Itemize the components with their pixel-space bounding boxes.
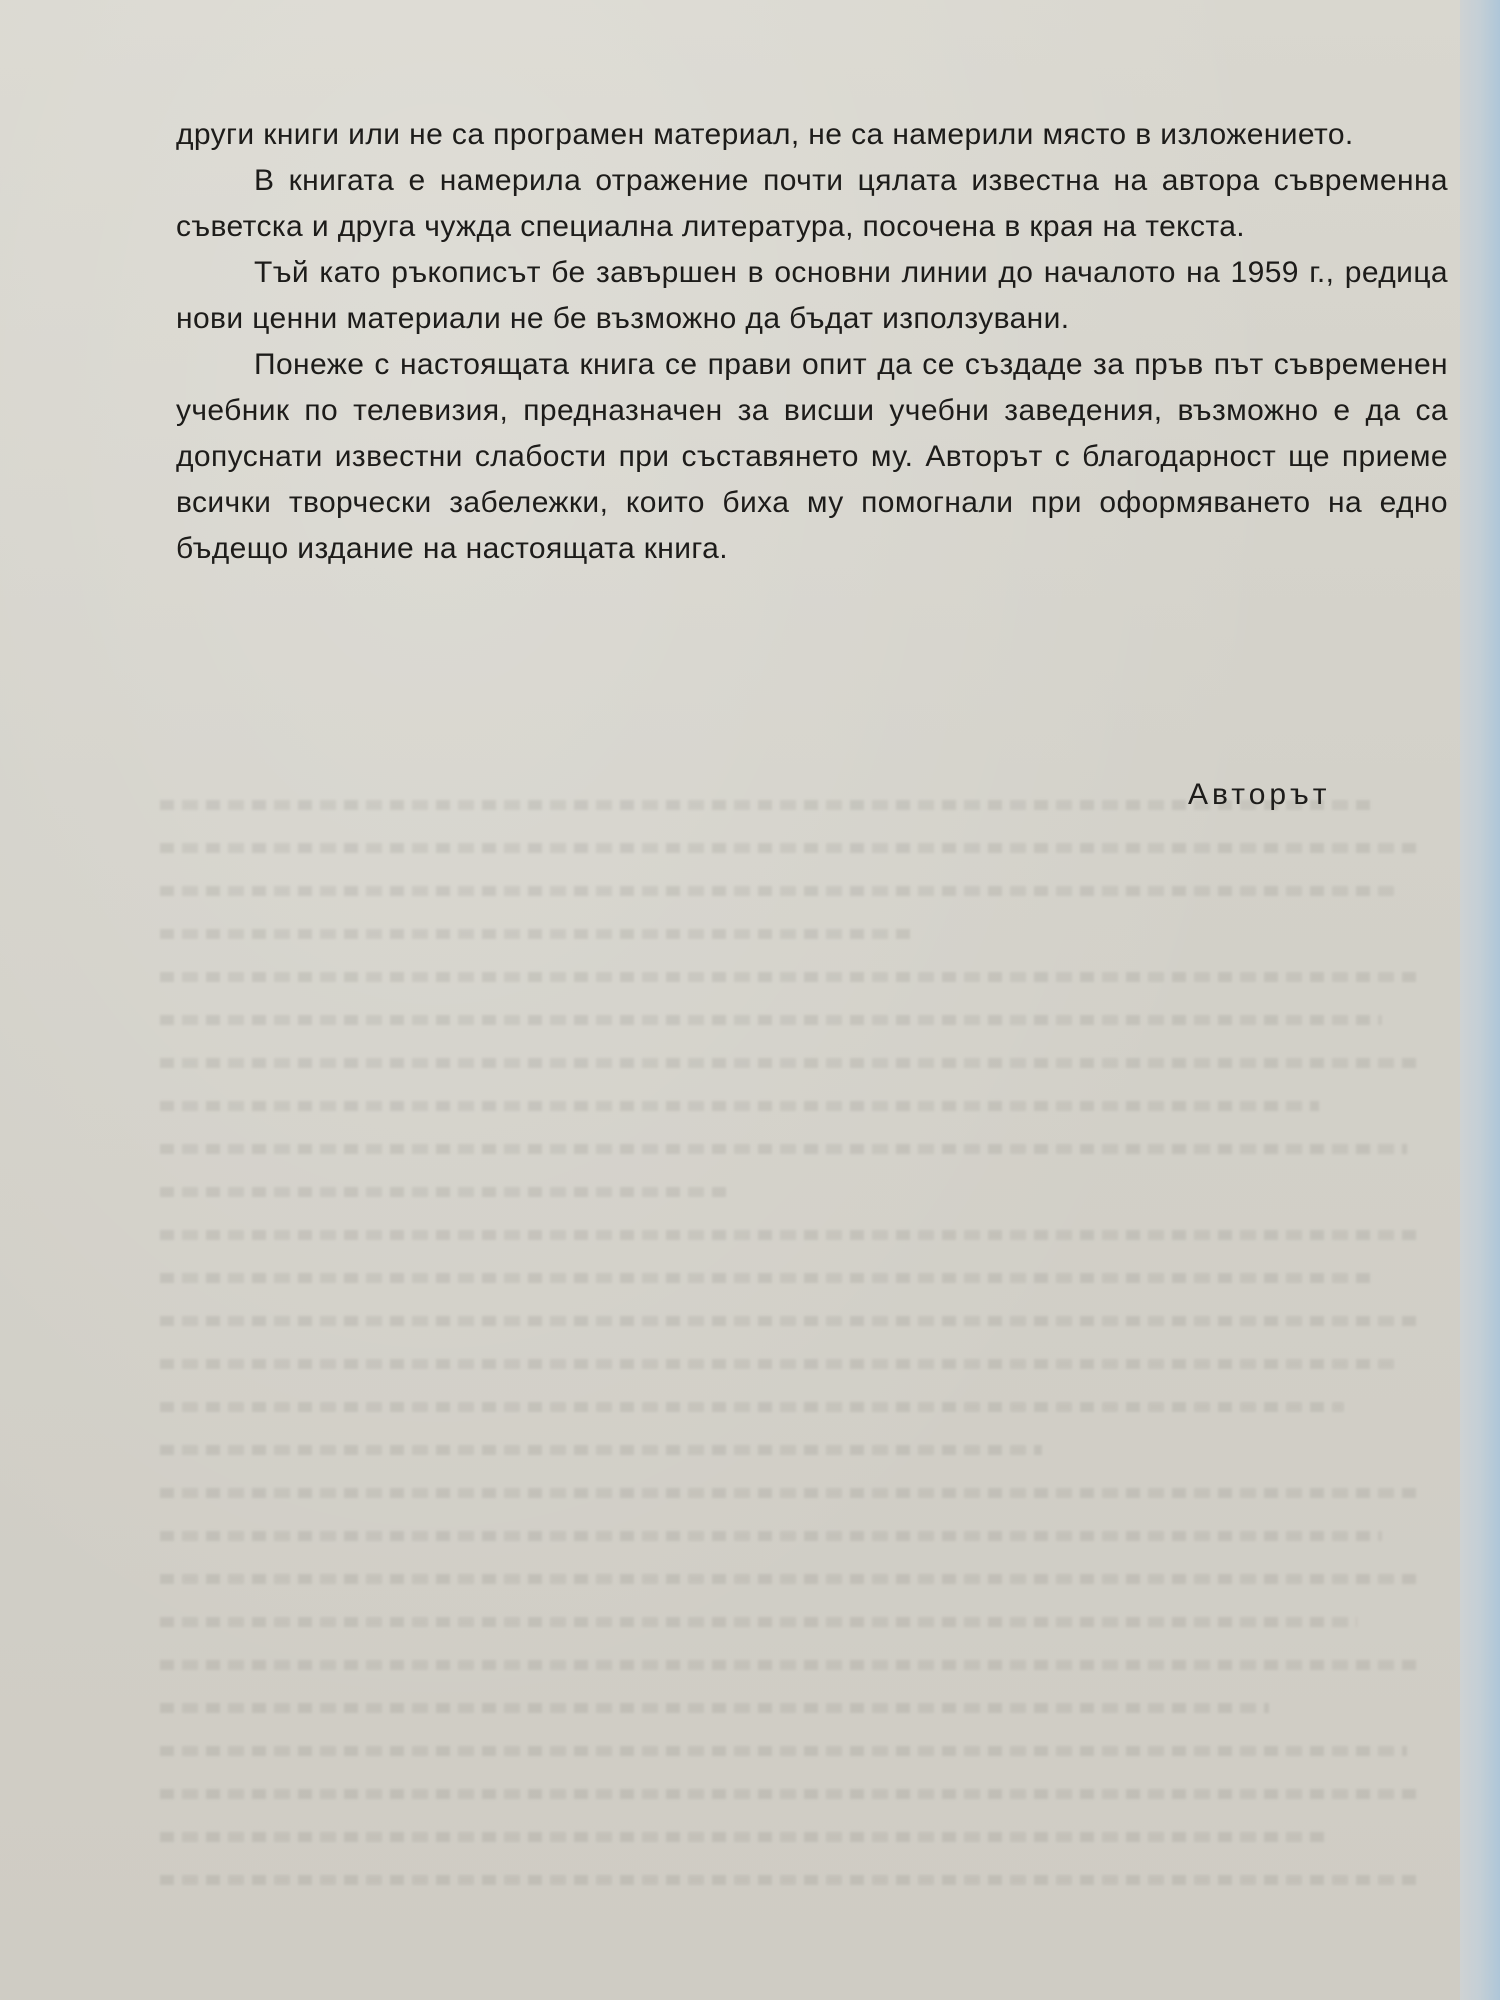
paragraph-4: Понеже с настоящата книга се прави опит да се създаде за пръв път съвременен учебник по телевизия, предназначен за висши учебни заведения, възможно е да са допуснати известни слабости при съставянето му. Авторът с благодарност ще приеме всички творчески забележки, които биха му помогнали при оформяването на едно бъдещо издание на настоящата книга. [176, 348, 1448, 565]
paragraph-2: В книгата е намерила отражение почти цялата известна на автора съвременна съветска и друга чужда специална литература, посочена в края на текста. [176, 164, 1448, 243]
show-through-text [160, 800, 1420, 1980]
paragraph-1: други книги или не са програмен материал, не са намерили място в изложението. [176, 118, 1354, 151]
next-page-edge [1460, 0, 1500, 2000]
body-text [176, 112, 1448, 572]
author-signature: Авторът [1188, 778, 1331, 811]
paragraph-3: Тъй като ръкописът бе завършен в основни линии до началото на 1959 г., редица нови ценни материали не бе възможно да бъдат използувани. [176, 256, 1448, 335]
